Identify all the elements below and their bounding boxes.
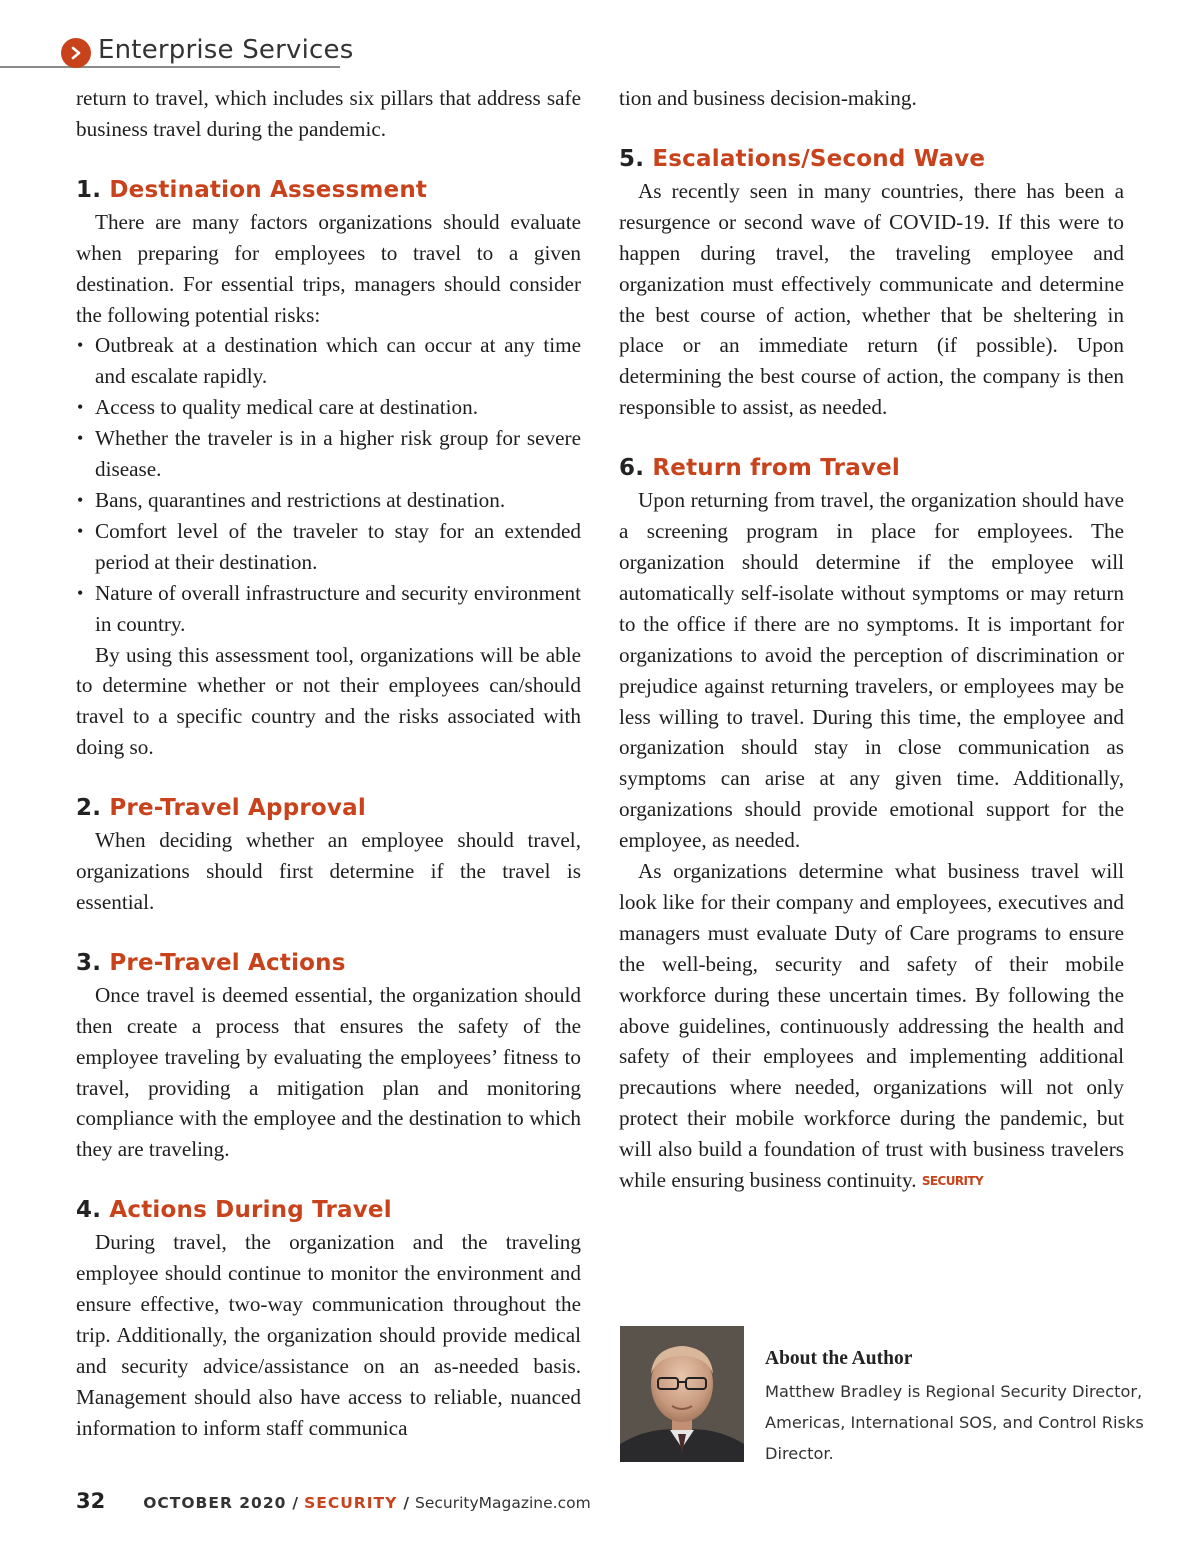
author-bio: Matthew Bradley is Regional Security Director, Americas, International SOS, and Control Risks Director. — [765, 1382, 1144, 1463]
magazine-name: SECURITY — [304, 1494, 398, 1512]
issue-date: OCTOBER 2020 — [143, 1494, 287, 1512]
section-heading-5 — [619, 144, 1124, 174]
continuation-paragraph: tion and business decision-making. — [619, 86, 917, 110]
risk-list — [76, 330, 581, 639]
body-paragraph: During travel, the organization and the traveling employee should continue to monitor the environment and ensure effective, two-way communication throughout the trip. Additionally, the organization should provide medical and security advice/assistance on an as-needed basis. Management should also have access to reliable, nuanced information to inform staff communica — [76, 1230, 581, 1440]
intro-paragraph: return to travel, which includes six pillars that address safe business travel during the pandemic. — [76, 86, 581, 141]
section-heading-6 — [619, 453, 1124, 483]
section-title: Destination Assessment — [109, 176, 428, 203]
section-label: Enterprise Services — [98, 35, 354, 65]
list-item: • Whether the traveler is in a higher risk group for severe disease. — [76, 423, 581, 485]
section-title: Pre-Travel Approval — [109, 795, 366, 822]
section-header — [0, 35, 354, 68]
list-item: • Access to quality medical care at destination. — [76, 392, 581, 423]
left-column — [76, 83, 581, 1444]
chevron-right-icon-glyph — [69, 46, 83, 60]
author-portrait-image — [620, 1326, 744, 1462]
body-paragraph: By using this assessment tool, organizations will be able to determine whether or not their employees can/should travel to a specific country and the risks associated with doing so. — [76, 642, 581, 760]
closing-text: As organizations determine what business travel will look like for their company and employees, executives and managers must evaluate Duty of Care programs to ensure the well-being, security and safety of their mobile workforce during these uncertain times. By following the above guidelines, continuously addressing the health and safety of their employees and implementing additional precautions where needed, organizations will not only protect their mobile workforce during the pandemic, but will also build a foundation of trust with business travelers while ensuring business continuity. — [619, 859, 1124, 1193]
section-title: Escalations/Second Wave — [652, 145, 986, 172]
header-rule — [0, 66, 340, 68]
section-title: Pre-Travel Actions — [109, 949, 346, 976]
closing-paragraph — [619, 856, 1124, 1197]
section-heading-3 — [76, 948, 581, 978]
section-number: 6. — [619, 455, 645, 482]
body-paragraph: As recently seen in many countries, there has been a resurgence or second wave of COVID-19. If this were to happen during travel, the traveling employee and organization must effectively communicate and determine the best course of action, whether that be sheltering in place or an immediate return (if possible). Upon determining the best course of action, the company is then responsible to assist, as needed. — [619, 178, 1124, 420]
body-paragraph: When deciding whether an employee should travel, organizations should first determine if the travel is essential. — [76, 828, 581, 914]
section-number: 2. — [76, 795, 102, 822]
body-paragraph: Upon returning from travel, the organization should have a screening program in place for employees. The organization should determine if the employee will automatically self-isolate without symptoms or may return to the office if there are no symptoms. It is important for organizations to avoid the perception of discrimination or prejudice against returning travelers, or employees may be less willing to travel. During this time, the employee and organization should stay in close communication as symptoms can arise at any given time. Additionally, organizations should provide emotional support for the employee, as needed. — [619, 488, 1124, 853]
list-item: • Comfort level of the traveler to stay for an extended period at their destination. — [76, 516, 581, 578]
list-item: • Nature of overall infrastructure and security environment in country. — [76, 578, 581, 640]
section-number: 1. — [76, 176, 102, 203]
section-number: 3. — [76, 949, 102, 976]
website-link[interactable]: SecurityMagazine.com — [414, 1494, 591, 1512]
chevron-right-icon — [61, 38, 91, 68]
body-paragraph: There are many factors organizations should evaluate when preparing for employees to travel to a given destination. For essential trips, managers should consider the following potential risks: — [76, 209, 581, 327]
author-heading: About the Author — [765, 1348, 913, 1369]
list-item: • Bans, quarantines and restrictions at destination. — [76, 485, 581, 516]
about-author — [765, 1348, 1145, 1469]
page-footer — [76, 1489, 591, 1513]
section-heading-2 — [76, 793, 581, 823]
end-mark-logo: SECURITY — [921, 1174, 984, 1189]
right-column — [619, 83, 1124, 1197]
footer-separator: / — [403, 1494, 409, 1512]
author-photo — [620, 1326, 744, 1462]
section-heading-1 — [76, 175, 581, 205]
section-title: Actions During Travel — [109, 1197, 392, 1224]
section-number: 4. — [76, 1197, 102, 1224]
section-number: 5. — [619, 145, 645, 172]
body-paragraph: Once travel is deemed essential, the organization should then create a process that ensures the safety of the employee traveling by evaluating the employees’ fitness to travel, providing a mitigation plan and monitoring compliance with the employee and the destination to which they are traveling. — [76, 982, 581, 1162]
footer-separator: / — [292, 1494, 299, 1512]
section-title: Return from Travel — [652, 455, 901, 482]
section-heading-4 — [76, 1195, 581, 1225]
page-number: 32 — [76, 1489, 106, 1513]
list-item: • Outbreak at a destination which can occur at any time and escalate rapidly. — [76, 330, 581, 392]
